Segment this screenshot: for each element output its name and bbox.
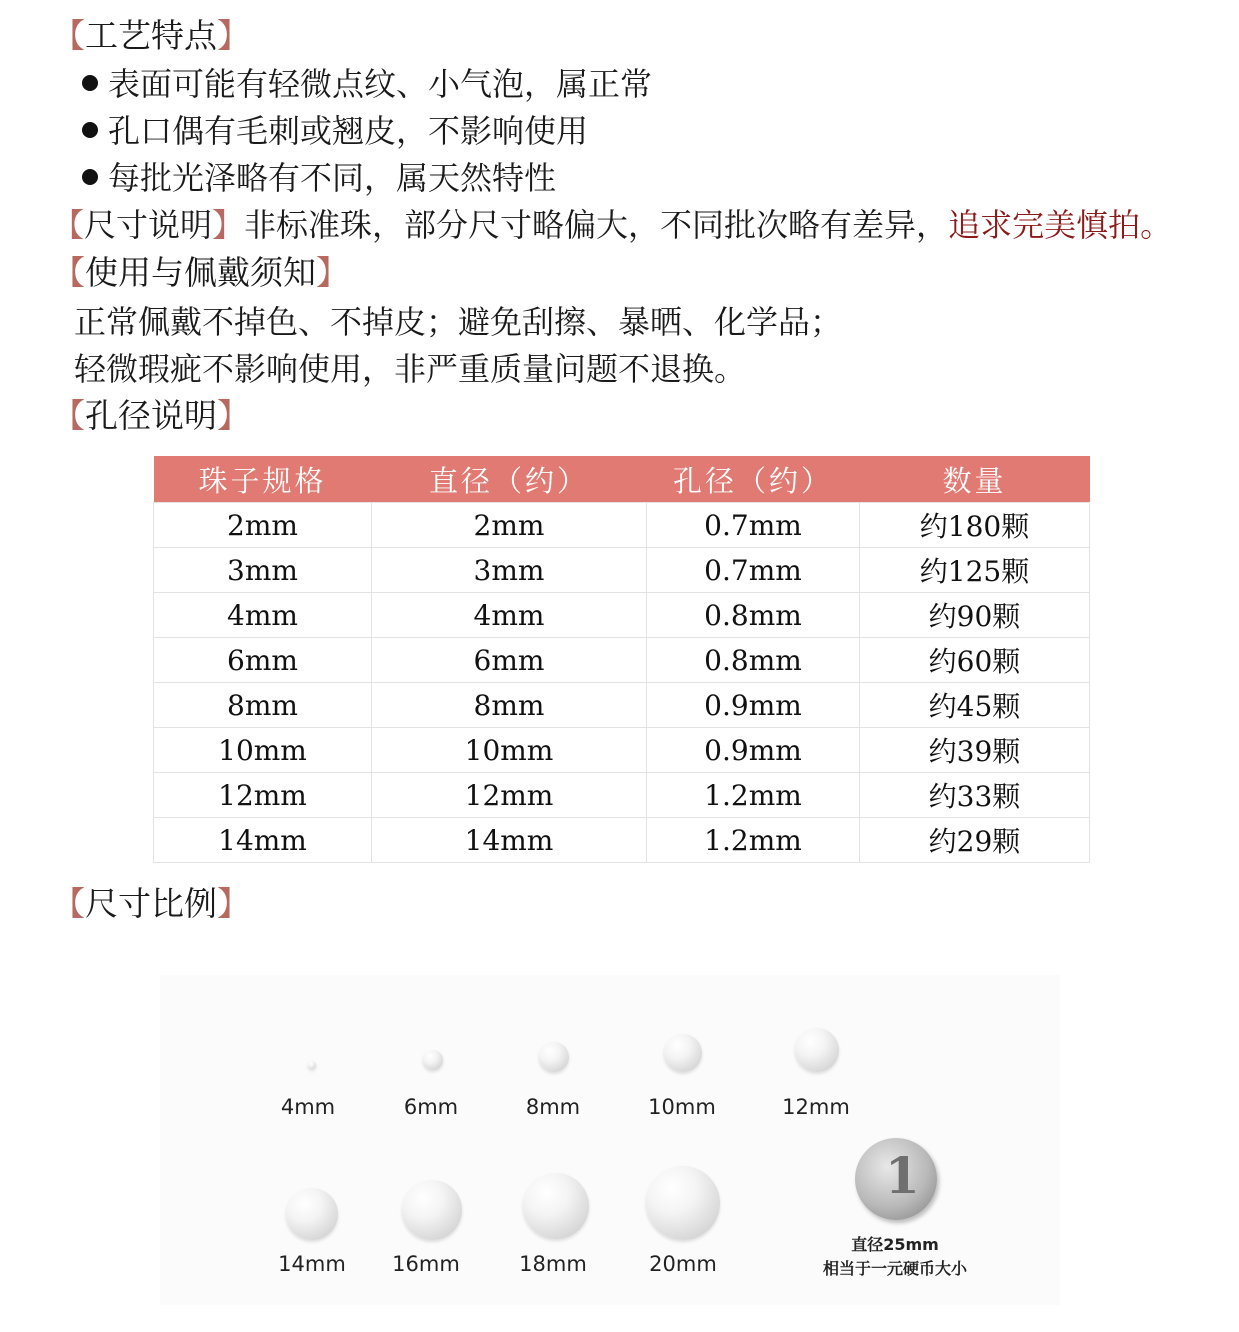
cell-quantity: 约60颗 [860, 638, 1090, 683]
pearl-14mm [286, 1188, 338, 1240]
cell-quantity: 约45颗 [860, 683, 1090, 728]
table-row [154, 503, 1090, 548]
pearl-6mm [423, 1050, 443, 1070]
cell-bead-size: 6mm [154, 638, 372, 683]
size-note-line [52, 205, 1172, 245]
craft-bullet [82, 64, 652, 104]
bracket-close: 】 [217, 16, 250, 55]
craft-bullet [82, 111, 588, 151]
bullet-dot-icon [82, 122, 98, 138]
cell-hole: 1.2mm [647, 773, 860, 818]
cell-quantity: 约39颗 [860, 728, 1090, 773]
cell-diameter: 10mm [372, 728, 647, 773]
size-note-highlight: 追求完美慎拍。 [948, 206, 1173, 244]
cell-bead-size: 2mm [154, 503, 372, 548]
cell-quantity: 约33颗 [860, 773, 1090, 818]
bracket-open: 【 [52, 396, 85, 435]
craft-heading [52, 16, 250, 56]
hole-heading [52, 396, 250, 436]
header-hole: 孔径（约） [647, 456, 860, 503]
table-row [154, 818, 1090, 863]
cell-hole: 1.2mm [647, 818, 860, 863]
table-row [154, 683, 1090, 728]
cell-bead-size: 12mm [154, 773, 372, 818]
bracket-close: 】 [316, 253, 349, 292]
table-row [154, 638, 1090, 683]
header-diameter: 直径（约） [372, 456, 647, 503]
hole-heading-text: 孔径说明 [85, 396, 217, 435]
bracket-close: 】 [217, 396, 250, 435]
pearl-label: 14mm [278, 1252, 346, 1276]
cell-bead-size: 14mm [154, 818, 372, 863]
size-note-heading: 尺寸说明 [84, 206, 213, 244]
pearl-label: 18mm [519, 1252, 587, 1276]
pearl-label: 12mm [782, 1095, 850, 1119]
pearl-10mm [664, 1034, 702, 1072]
cell-diameter: 8mm [372, 683, 647, 728]
cell-quantity: 约180颗 [860, 503, 1090, 548]
bracket-open: 【 [52, 884, 85, 923]
cell-hole: 0.8mm [647, 593, 860, 638]
craft-bullet [82, 158, 556, 198]
cell-bead-size: 10mm [154, 728, 372, 773]
wear-heading-text: 使用与佩戴须知 [85, 253, 316, 292]
pearl-8mm [539, 1042, 569, 1072]
coin-face-value: 1 [885, 1146, 920, 1205]
pearl-16mm [402, 1180, 462, 1240]
coin-caption-line1: 直径25mm [851, 1235, 939, 1254]
cell-hole: 0.7mm [647, 548, 860, 593]
pearl-20mm [646, 1166, 720, 1240]
table-row [154, 593, 1090, 638]
cell-bead-size: 4mm [154, 593, 372, 638]
header-bead-size: 珠子规格 [154, 456, 372, 503]
cell-diameter: 2mm [372, 503, 647, 548]
cell-diameter: 3mm [372, 548, 647, 593]
wear-heading [52, 253, 349, 293]
craft-bullet-text: 每批光泽略有不同，属天然特性 [108, 159, 557, 197]
craft-bullet-text: 表面可能有轻微点纹、小气泡，属正常 [108, 65, 653, 103]
pearl-label: 16mm [392, 1252, 460, 1276]
size-note-text: 非标准珠，部分尺寸略偏大，不同批次略有差异， [244, 206, 949, 244]
coin-icon [855, 1138, 937, 1220]
cell-hole: 0.7mm [647, 503, 860, 548]
cell-quantity: 约29颗 [860, 818, 1090, 863]
cell-diameter: 6mm [372, 638, 647, 683]
cell-bead-size: 8mm [154, 683, 372, 728]
coin-caption-line2: 相当于一元硬币大小 [822, 1259, 967, 1278]
bullet-dot-icon [82, 169, 98, 185]
table-row [154, 728, 1090, 773]
craft-bullet-text: 孔口偶有毛刺或翘皮，不影响使用 [108, 112, 589, 150]
pearl-label: 4mm [280, 1095, 336, 1119]
table-row [154, 548, 1090, 593]
cell-hole: 0.8mm [647, 638, 860, 683]
pearl-4mm [308, 1061, 316, 1069]
cell-hole: 0.9mm [647, 683, 860, 728]
craft-heading-text: 工艺特点 [85, 16, 217, 55]
bracket-open: 【 [52, 206, 85, 244]
pearl-label: 8mm [525, 1095, 581, 1119]
ratio-heading-text: 尺寸比例 [85, 884, 217, 923]
spec-table-header-row [154, 456, 1090, 503]
wear-line: 轻微瑕疵不影响使用，非严重质量问题不退换。 [74, 350, 747, 388]
pearl-label: 20mm [649, 1252, 717, 1276]
header-quantity: 数量 [860, 456, 1090, 503]
pearl-18mm [523, 1173, 589, 1239]
cell-diameter: 4mm [372, 593, 647, 638]
wear-line: 正常佩戴不掉色、不掉皮；避免刮擦、暴晒、化学品； [74, 303, 843, 341]
ratio-heading [52, 884, 250, 924]
pearl-12mm [795, 1028, 839, 1072]
cell-diameter: 12mm [372, 773, 647, 818]
table-row [154, 773, 1090, 818]
cell-quantity: 约125颗 [860, 548, 1090, 593]
pearl-label: 6mm [403, 1095, 459, 1119]
cell-bead-size: 3mm [154, 548, 372, 593]
spec-table [153, 456, 1090, 863]
bullet-dot-icon [82, 75, 98, 91]
bracket-close: 】 [212, 206, 245, 244]
cell-quantity: 约90颗 [860, 593, 1090, 638]
cell-diameter: 14mm [372, 818, 647, 863]
pearl-label: 10mm [648, 1095, 716, 1119]
bracket-open: 【 [52, 16, 85, 55]
bracket-open: 【 [52, 253, 85, 292]
cell-hole: 0.9mm [647, 728, 860, 773]
bracket-close: 】 [217, 884, 250, 923]
